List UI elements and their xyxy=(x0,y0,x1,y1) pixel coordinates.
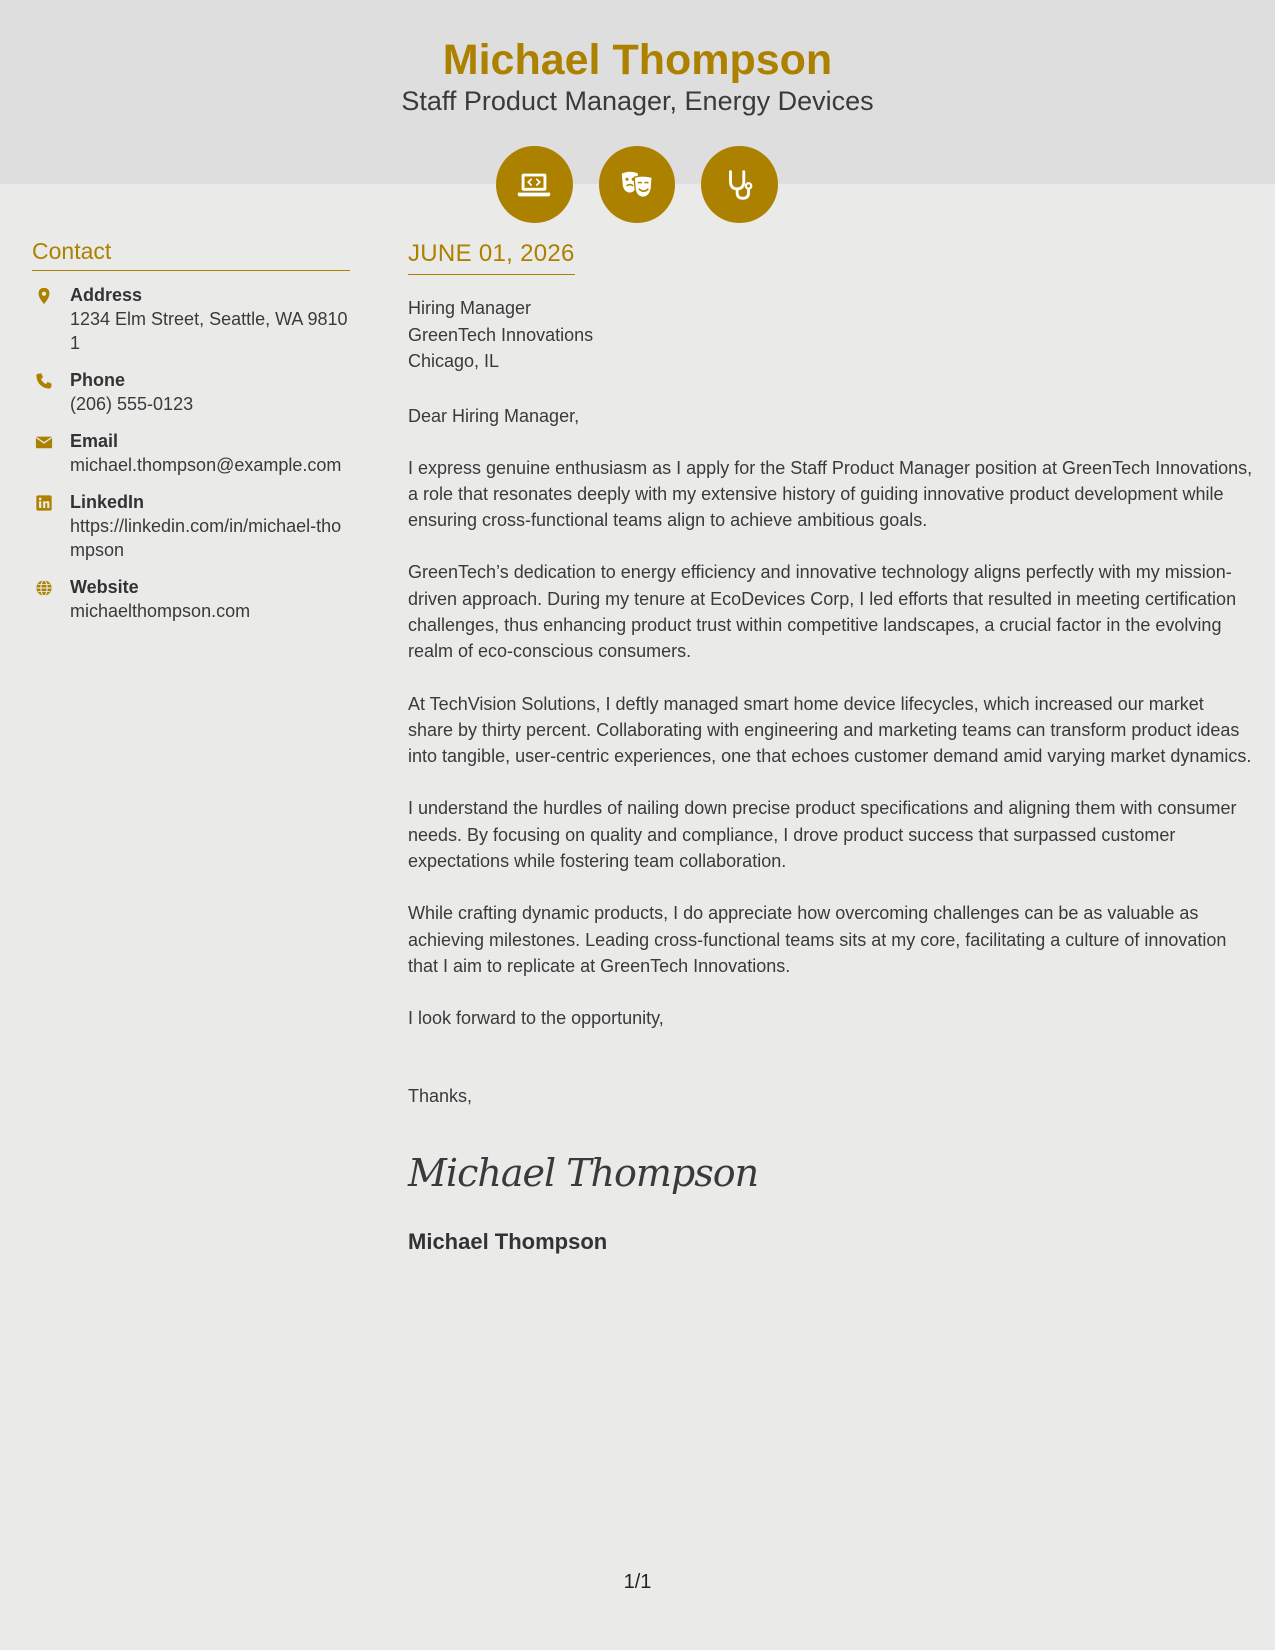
contact-label: LinkedIn xyxy=(70,492,145,512)
paragraph: I understand the hurdles of nailing down precise product specifications and aligning them with consumer needs. By focusing on quality and compliance, I drove product success that surpassed customer expectations while fostering team collaboration. xyxy=(408,798,1237,872)
contact-item-email xyxy=(32,429,350,477)
contact-label: Phone xyxy=(70,370,126,390)
recipient-title: Hiring Manager xyxy=(408,298,532,318)
contact-item-address xyxy=(32,283,350,355)
contact-label: Website xyxy=(70,577,139,597)
phone-icon xyxy=(35,372,53,390)
salutation: Dear Hiring Manager, xyxy=(408,405,580,426)
letter-date: JUNE 01, 2026 xyxy=(408,240,575,275)
recipient-company: GreenTech Innovations xyxy=(408,324,594,345)
phone-value: (206) 555-0123 xyxy=(70,394,194,414)
closing-line: I look forward to the opportunity, xyxy=(408,1008,664,1029)
contact-item-website xyxy=(32,575,350,623)
email-link[interactable]: michael.thompson@example.com xyxy=(70,455,342,475)
paragraph: While crafting dynamic products, I do appreciate how overcoming challenges can be as valuable as achieving milestones. Leading cross-functional teams sits at my core, facilitating a culture of innovation that I aim to replicate at GreenTech Innovations. xyxy=(408,903,1227,976)
recipient-location: Chicago, IL xyxy=(408,351,500,371)
signer-name: Michael Thompson xyxy=(408,1229,608,1255)
linkedin-link[interactable]: https://linkedin.com/in/michael-thompson xyxy=(70,516,342,560)
handwritten-signature: Michael Thompson xyxy=(408,1151,759,1196)
letter-body xyxy=(408,240,1253,1255)
laptop-code-icon xyxy=(496,146,573,223)
contact-label: Address xyxy=(70,285,143,305)
linkedin-icon xyxy=(35,494,53,512)
contact-list xyxy=(32,283,350,623)
applicant-name: Michael Thompson xyxy=(442,36,833,84)
theater-masks-icon xyxy=(599,146,676,223)
globe-icon xyxy=(35,579,53,597)
thanks-line: Thanks, xyxy=(408,1086,473,1107)
address-value: 1234 Elm Street, Seattle, WA 98101 xyxy=(70,309,348,353)
recipient-block xyxy=(408,295,1253,375)
envelope-icon xyxy=(35,433,53,451)
page-number: 1/1 xyxy=(623,1571,652,1593)
location-pin-icon xyxy=(35,287,53,305)
header-icon-row xyxy=(496,146,778,223)
paragraph: GreenTech’s dedication to energy efficiency and innovative technology aligns perfectly with my mission-driven approach. During my tenure at EcoDevices Corp, I led efforts that resulted in meeting certification challenges, thus enhancing product trust within competitive landscapes, a crucial factor in the evolving realm of eco-conscious consumers. xyxy=(408,562,1237,662)
contact-label: Email xyxy=(70,431,119,451)
contact-sidebar xyxy=(32,238,350,636)
stethoscope-icon xyxy=(701,146,778,223)
paragraph: I express genuine enthusiasm as I apply for the Staff Product Manager position at GreenTech Innovations, a role that resonates deeply with my extensive history of guiding innovative product development while ensuring cross-functional teams align to achieve ambitious goals. xyxy=(408,457,1253,531)
contact-heading: Contact xyxy=(32,238,350,271)
website-link[interactable]: michaelthompson.com xyxy=(70,601,251,621)
contact-item-linkedin xyxy=(32,490,350,562)
contact-item-phone xyxy=(32,368,350,416)
paragraph: At TechVision Solutions, I deftly managed smart home device lifecycles, which increased our market share by thirty percent. Collaborating with engineering and marketing teams can transform product ideas into tangible, user-centric experiences, one that echoes customer demand amid varying market dynamics. xyxy=(408,693,1252,767)
applicant-role: Staff Product Manager, Energy Devices xyxy=(401,86,874,116)
